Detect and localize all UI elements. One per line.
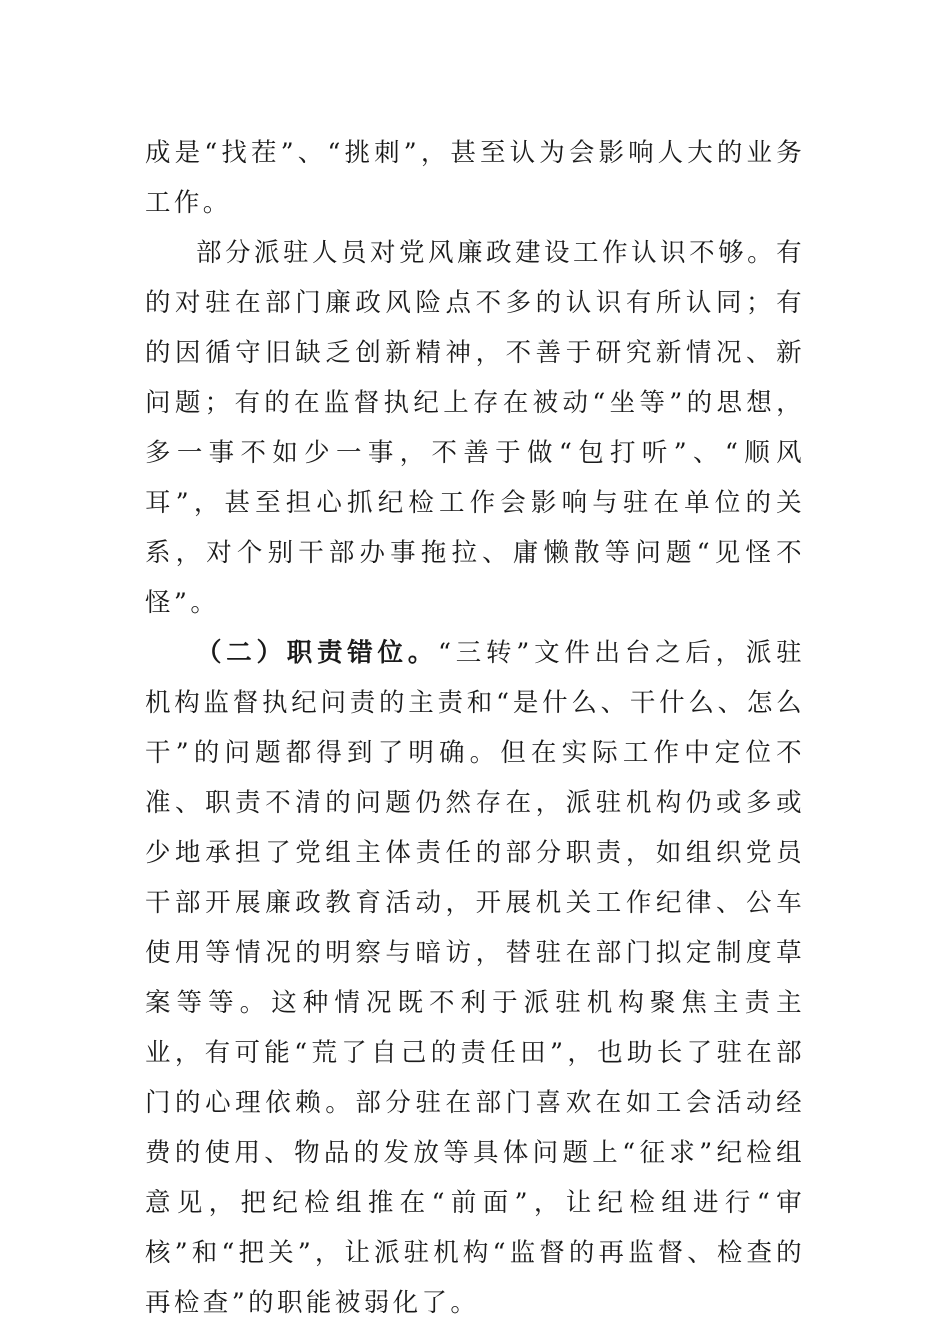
paragraph-text: 成是“找茬”、“挑刺”，甚至认为会影响人大的业务工作。: [145, 138, 805, 218]
paragraph-awareness: [145, 228, 805, 628]
section-heading: （二）职责错位。: [196, 638, 439, 668]
paragraph-text: 部分派驻人员对党风廉政建设工作认识不够。有的对驻在部门廉政风险点不多的认识有所认同；有的因循守旧缺乏创新精神，不善于研究新情况、新问题；有的在监督执纪上存在被动“坐等”的思想，多一事不如少一事，不善于做“包打听”、“顺风耳”，甚至担心抓纪检工作会影响与驻在单位的关系，对个别干部办事拖拉、庸懒散等问题“见怪不怪”。: [145, 238, 805, 618]
paragraph-continuation: [145, 128, 805, 228]
document-body: [145, 128, 805, 1328]
paragraph-duty-misplacement: [145, 628, 805, 1328]
paragraph-text: “三转”文件出台之后，派驻机构监督执纪问责的主责和“是什么、干什么、怎么干”的问题都得到了明确。但在实际工作中定位不准、职责不清的问题仍然存在，派驻机构仍或多或少地承担了党组主体责任的部分职责，如组织党员干部开展廉政教育活动，开展机关工作纪律、公车使用等情况的明察与暗访，替驻在部门拟定制度草案等等。这种情况既不利于派驻机构聚焦主责主业，有可能“荒了自己的责任田”，也助长了驻在部门的心理依赖。部分驻在部门喜欢在如工会活动经费的使用、物品的发放等具体问题上“征求”纪检组意见，把纪检组推在“前面”，让纪检组进行“审核”和“把关”，让派驻机构“监督的再监督、检查的再检查”的职能被弱化了。: [145, 638, 805, 1318]
